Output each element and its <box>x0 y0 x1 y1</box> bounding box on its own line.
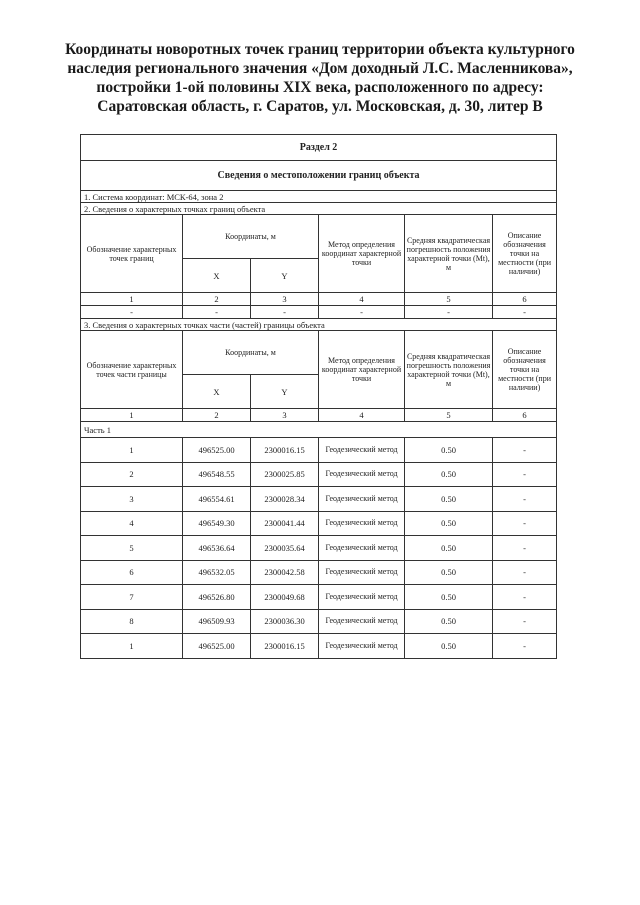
y-coordinate: 2300016.15 <box>251 438 319 463</box>
description: - <box>493 609 557 634</box>
header-x: X <box>183 259 251 293</box>
method: Геодезический метод <box>319 536 405 561</box>
y-coordinate: 2300035.64 <box>251 536 319 561</box>
col-number: 4 <box>319 409 405 422</box>
table-row <box>81 609 557 634</box>
error-value: 0.50 <box>405 511 493 536</box>
empty-cell: - <box>319 306 405 319</box>
header-coordinates-part: Координаты, м <box>183 331 319 375</box>
error-value: 0.50 <box>405 634 493 659</box>
title-line: постройки 1-ой половины XIX века, расположенного по адресу: <box>96 79 544 96</box>
column-numbers-row-part <box>81 409 557 422</box>
empty-cell: - <box>81 306 183 319</box>
header-designation: Обозначение характерных точек границ <box>81 215 183 293</box>
y-coordinate: 2300028.34 <box>251 487 319 512</box>
empty-cell: - <box>493 306 557 319</box>
coordinate-system-line: 1. Система координат: МСК-64, зона 2 <box>81 191 557 203</box>
header-description-part: Описание обозначения точки на местности (при наличии) <box>493 331 557 409</box>
error-value: 0.50 <box>405 560 493 585</box>
x-coordinate: 496509.93 <box>183 609 251 634</box>
title-line: Координаты новоротных точек границ территории объекта культурного <box>65 41 575 58</box>
table-row <box>81 585 557 610</box>
boundary-coordinates-table <box>80 134 557 659</box>
table-row <box>81 511 557 536</box>
x-coordinate: 496554.61 <box>183 487 251 512</box>
y-coordinate: 2300041.44 <box>251 511 319 536</box>
header-coordinates: Координаты, м <box>183 215 319 259</box>
point-number: 1 <box>81 438 183 463</box>
y-coordinate: 2300036.30 <box>251 609 319 634</box>
col-number: 5 <box>405 293 493 306</box>
method: Геодезический метод <box>319 609 405 634</box>
point-number: 7 <box>81 585 183 610</box>
point-number: 1 <box>81 634 183 659</box>
description: - <box>493 462 557 487</box>
empty-cell: - <box>405 306 493 319</box>
header-error-part: Средняя квадратическая погрешность положения характерной точки (Mt), м <box>405 331 493 409</box>
col-number: 6 <box>493 409 557 422</box>
x-coordinate: 496525.00 <box>183 438 251 463</box>
y-coordinate: 2300025.85 <box>251 462 319 487</box>
points-section-line: 2. Сведения о характерных точках границ объекта <box>81 203 557 215</box>
header-x-part: X <box>183 375 251 409</box>
header-designation-part: Обозначение характерных точек части границы <box>81 331 183 409</box>
point-number: 5 <box>81 536 183 561</box>
error-value: 0.50 <box>405 585 493 610</box>
x-coordinate: 496549.30 <box>183 511 251 536</box>
description: - <box>493 487 557 512</box>
col-number: 3 <box>251 293 319 306</box>
method: Геодезический метод <box>319 634 405 659</box>
description: - <box>493 511 557 536</box>
table-row <box>81 634 557 659</box>
col-number: 3 <box>251 409 319 422</box>
column-numbers-row <box>81 293 557 306</box>
part-label: Часть 1 <box>81 422 557 438</box>
description: - <box>493 438 557 463</box>
point-number: 2 <box>81 462 183 487</box>
error-value: 0.50 <box>405 536 493 561</box>
x-coordinate: 496526.80 <box>183 585 251 610</box>
empty-row <box>81 306 557 319</box>
table-row <box>81 560 557 585</box>
col-number: 1 <box>81 293 183 306</box>
x-coordinate: 496536.64 <box>183 536 251 561</box>
col-number: 5 <box>405 409 493 422</box>
table-row <box>81 462 557 487</box>
header-y: Y <box>251 259 319 293</box>
x-coordinate: 496532.05 <box>183 560 251 585</box>
col-number: 4 <box>319 293 405 306</box>
x-coordinate: 496525.00 <box>183 634 251 659</box>
col-number: 6 <box>493 293 557 306</box>
y-coordinate: 2300049.68 <box>251 585 319 610</box>
method: Геодезический метод <box>319 585 405 610</box>
description: - <box>493 585 557 610</box>
col-number: 1 <box>81 409 183 422</box>
col-number: 2 <box>183 293 251 306</box>
col-number: 2 <box>183 409 251 422</box>
section-title: Раздел 2 <box>81 135 557 161</box>
method: Геодезический метод <box>319 438 405 463</box>
header-method-part: Метод определения координат характерной точки <box>319 331 405 409</box>
method: Геодезический метод <box>319 560 405 585</box>
y-coordinate: 2300042.58 <box>251 560 319 585</box>
point-number: 3 <box>81 487 183 512</box>
header-error: Средняя квадратическая погрешность положения характерной точки (Mt), м <box>405 215 493 293</box>
title-line: Саратовская область, г. Саратов, ул. Московская, д. 30, литер В <box>97 98 543 115</box>
document-title <box>40 40 600 116</box>
header-method: Метод определения координат характерной точки <box>319 215 405 293</box>
empty-cell: - <box>183 306 251 319</box>
empty-cell: - <box>251 306 319 319</box>
description: - <box>493 536 557 561</box>
section-subtitle: Сведения о местоположении границ объекта <box>81 161 557 191</box>
description: - <box>493 560 557 585</box>
error-value: 0.50 <box>405 438 493 463</box>
method: Геодезический метод <box>319 487 405 512</box>
error-value: 0.50 <box>405 487 493 512</box>
table-row <box>81 487 557 512</box>
method: Геодезический метод <box>319 511 405 536</box>
y-coordinate: 2300016.15 <box>251 634 319 659</box>
header-description: Описание обозначения точки на местности (при наличии) <box>493 215 557 293</box>
header-y-part: Y <box>251 375 319 409</box>
error-value: 0.50 <box>405 462 493 487</box>
point-number: 8 <box>81 609 183 634</box>
title-line: наследия регионального значения «Дом доходный Л.С. Масленникова», <box>67 60 573 77</box>
method: Геодезический метод <box>319 462 405 487</box>
point-number: 4 <box>81 511 183 536</box>
point-number: 6 <box>81 560 183 585</box>
x-coordinate: 496548.55 <box>183 462 251 487</box>
error-value: 0.50 <box>405 609 493 634</box>
table-row <box>81 438 557 463</box>
part-section-line: 3. Сведения о характерных точках части (частей) границы объекта <box>81 319 557 331</box>
description: - <box>493 634 557 659</box>
table-row <box>81 536 557 561</box>
